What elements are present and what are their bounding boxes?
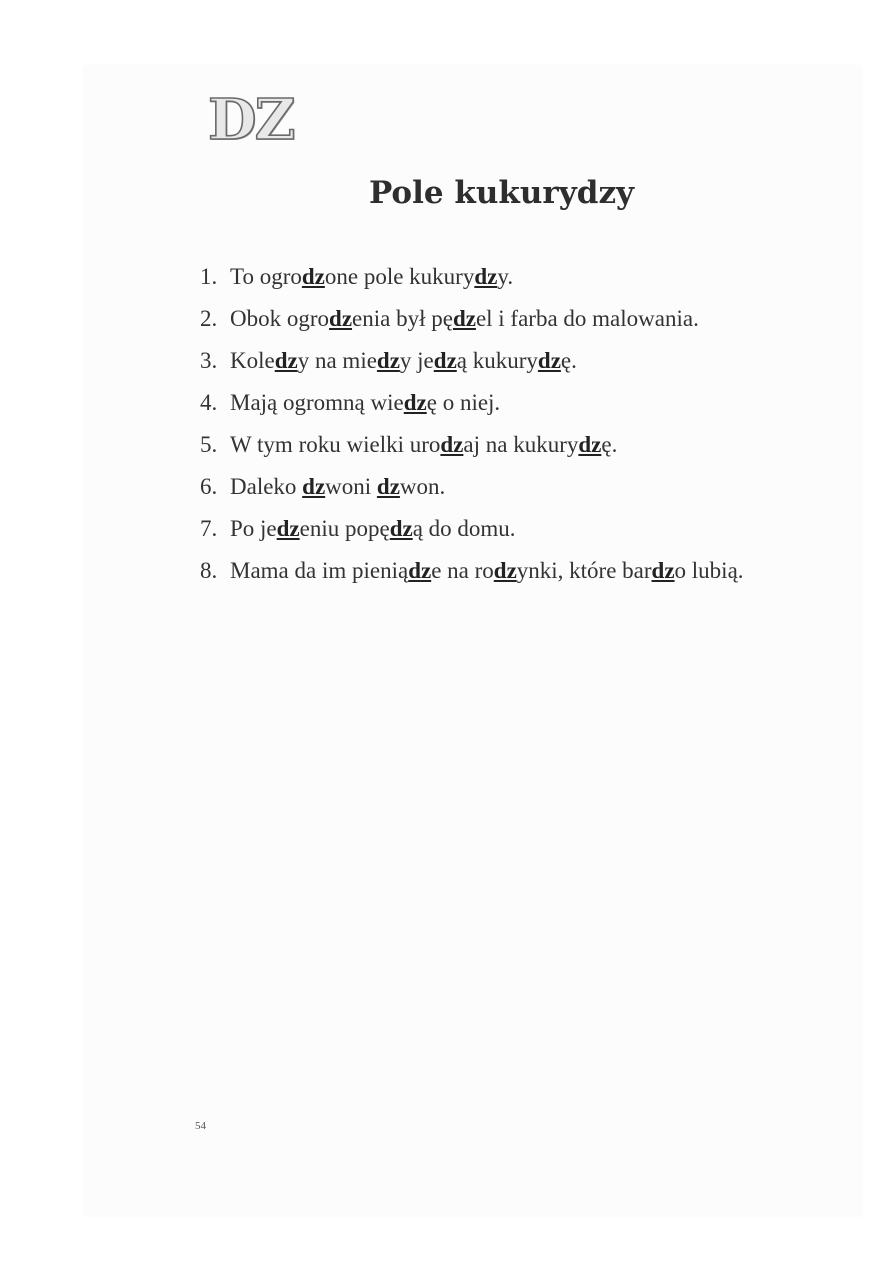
highlighted-dz: dz <box>440 432 464 457</box>
sentence-text: el i farba do malowania. <box>475 306 699 331</box>
sentence-item <box>200 424 810 466</box>
sentence-text: one pole kukury <box>324 264 475 289</box>
highlighted-dz: dz <box>452 306 476 331</box>
highlighted-dz: dz <box>433 348 457 373</box>
sentence-item <box>200 256 810 298</box>
page-number: 54 <box>195 1120 206 1132</box>
sentence-number: 1. <box>200 264 218 289</box>
highlighted-dz: dz <box>408 558 432 583</box>
highlighted-dz: dz <box>389 516 413 541</box>
sentence-number: 8. <box>200 558 218 583</box>
sentence-number: 3. <box>200 348 218 373</box>
highlighted-dz: dz <box>403 390 427 415</box>
sentence-text: ynki, które bar <box>516 558 652 583</box>
sentence-text: aj na kukury <box>463 432 579 457</box>
highlighted-dz: dz <box>537 348 561 373</box>
sentence-item <box>200 466 810 508</box>
sentence-number: 4. <box>200 390 218 415</box>
highlighted-dz: dz <box>474 264 498 289</box>
sentence-text: y je <box>399 348 434 373</box>
sentence-text: Kole <box>230 348 275 373</box>
sentence-item <box>200 382 810 424</box>
sentence-list <box>200 256 810 592</box>
paper-sheet <box>84 66 862 1216</box>
highlighted-dz: dz <box>274 348 298 373</box>
sentence-text: ą do domu. <box>412 516 516 541</box>
sentence-text: won. <box>399 474 446 499</box>
highlighted-dz: dz <box>329 306 353 331</box>
sentence-text: woni <box>325 474 377 499</box>
sentence-text: Daleko <box>230 474 303 499</box>
sentence-text: ę. <box>601 432 618 457</box>
sentence-item <box>200 340 810 382</box>
highlighted-dz: dz <box>302 474 326 499</box>
highlighted-dz: dz <box>376 348 400 373</box>
sentence-text: Po je <box>230 516 277 541</box>
sentence-item <box>200 508 810 550</box>
sentence-text: o lubią. <box>674 558 744 583</box>
sentence-text: enia był pę <box>352 306 453 331</box>
sentence-item <box>200 550 810 592</box>
sentence-text: e na ro <box>431 558 494 583</box>
sentence-text: ą kukury <box>456 348 538 373</box>
highlighted-dz: dz <box>651 558 675 583</box>
sentence-text: eniu popę <box>299 516 390 541</box>
sentence-text: ę o niej. <box>426 390 501 415</box>
highlighted-dz: dz <box>493 558 517 583</box>
sentence-text: ę. <box>560 348 577 373</box>
sentence-text: Mają ogromną wie <box>230 390 404 415</box>
sentence-text: Mama da im pienią <box>230 558 409 583</box>
highlighted-dz: dz <box>276 516 300 541</box>
sentence-number: 2. <box>200 306 218 331</box>
sentence-item <box>200 298 810 340</box>
highlighted-dz: dz <box>301 264 325 289</box>
sentence-text: W tym roku wielki uro <box>230 432 441 457</box>
sentence-number: 7. <box>200 516 218 541</box>
sentence-text: To ogro <box>230 264 302 289</box>
sentence-text: y. <box>497 264 514 289</box>
letter-group-header: DZ <box>208 87 294 153</box>
sentence-number: 5. <box>200 432 218 457</box>
sentence-text: y na mie <box>297 348 377 373</box>
highlighted-dz: dz <box>376 474 400 499</box>
page-title: Pole kukurydzy <box>368 175 635 211</box>
sentence-number: 6. <box>200 474 218 499</box>
sentence-text: Obok ogro <box>230 306 330 331</box>
highlighted-dz: dz <box>578 432 602 457</box>
